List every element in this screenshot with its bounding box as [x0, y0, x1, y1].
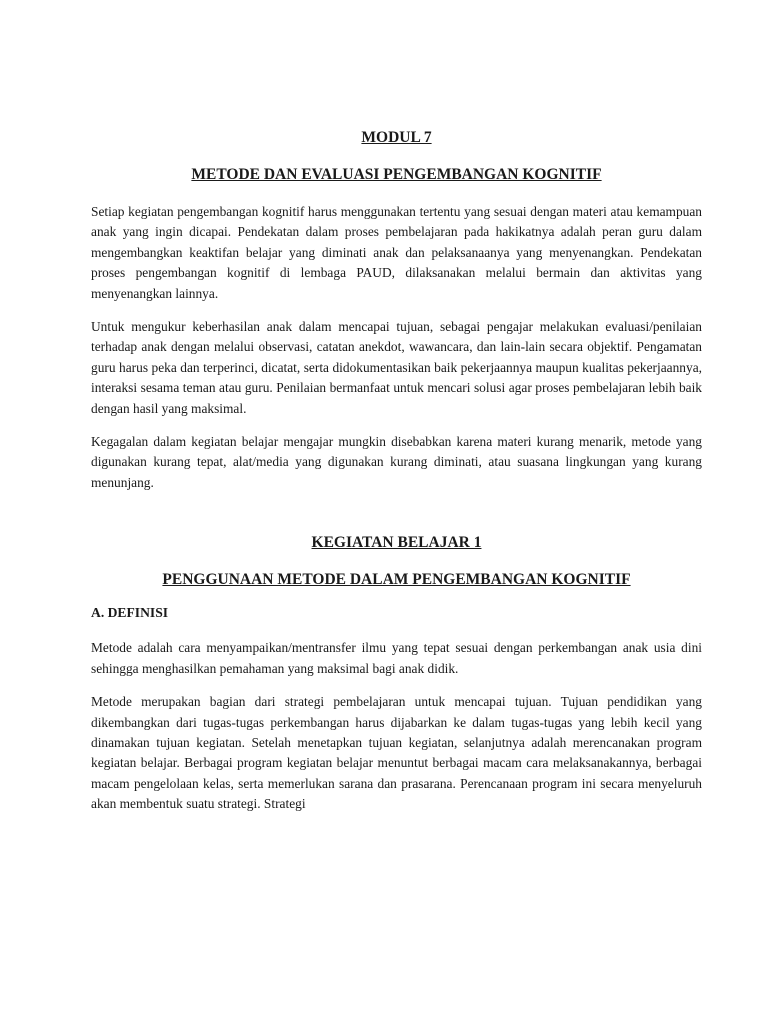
- intro-paragraph-1: Setiap kegiatan pengembangan kognitif harus menggunakan tertentu yang sesuai dengan materi atau kemampuan anak yang ingin dicapai. Pendekatan dalam proses pembelajaran pada hakikatnya adalah peran guru dalam mengembangkan keaktifan belajar yang diminati anak dan pelaksanaanya yang menyenangkan. Pendekatan proses pengembangan kognitif di lembaga PAUD, dilaksanakan melalui bermain dan aktivitas yang menyenangkan lainnya.: [91, 204, 702, 301]
- definisi-paragraph-1: Metode adalah cara menyampaikan/mentransfer ilmu yang tepat sesuai dengan perkembangan anak usia dini sehingga menghasilkan pemahaman yang maksimal bagi anak didik.: [91, 640, 702, 676]
- kegiatan-title: KEGIATAN BELAJAR 1: [311, 534, 482, 552]
- module-subtitle: METODE DAN EVALUASI PENGEMBANGAN KOGNITIF: [191, 166, 602, 183]
- definisi-paragraph-2: Metode merupakan bagian dari strategi pembelajaran untuk mencapai tujuan. Tujuan pendidikan yang dikembangkan dari tugas-tugas perkembangan harus dijabarkan ke dalam tugas-tugas yang lebih kecil yang dinamakan tujuan kegiatan. Setelah menetapkan tujuan kegiatan, selanjutnya adalah merencanakan program kegiatan belajar. Berbagai program kegiatan belajar menuntut berbagai macam cara melaksanakannya, berbagai macam pengelolaan kelas, serta memerlukan sarana dan prasarana. Perencanaan program ini secara menyeluruh akan membentuk suatu strategi. Strategi: [91, 694, 702, 812]
- kegiatan-subtitle: PENGGUNAAN METODE DALAM PENGEMBANGAN KOGNITIF: [162, 571, 631, 589]
- intro-paragraph-2: Untuk mengukur keberhasilan anak dalam mencapai tujuan, sebagai pengajar melakukan evaluasi/penilaian terhadap anak dengan melalui observasi, catatan anekdot, wawancara, dan lain-lain secara objektif. Pengamatan guru harus peka dan terperinci, dicatat, serta didokumentasikan baik pekerjaannya maupun kualitas pekerjaannya, interaksi sesama teman atau guru. Penilaian bermanfaat untuk mencari solusi agar proses pembelajaran lebih baik dengan hasil yang maksimal.: [91, 319, 702, 416]
- intro-paragraph-3: Kegagalan dalam kegiatan belajar mengajar mungkin disebabkan karena materi kurang menarik, metode yang digunakan kurang tepat, alat/media yang digunakan kurang diminati, atau suasana lingkungan yang kurang menunjang.: [91, 434, 702, 490]
- document-page: [91, 128, 702, 828]
- module-title: MODUL 7: [361, 129, 432, 146]
- section-heading-definisi: A. DEFINISI: [91, 605, 169, 621]
